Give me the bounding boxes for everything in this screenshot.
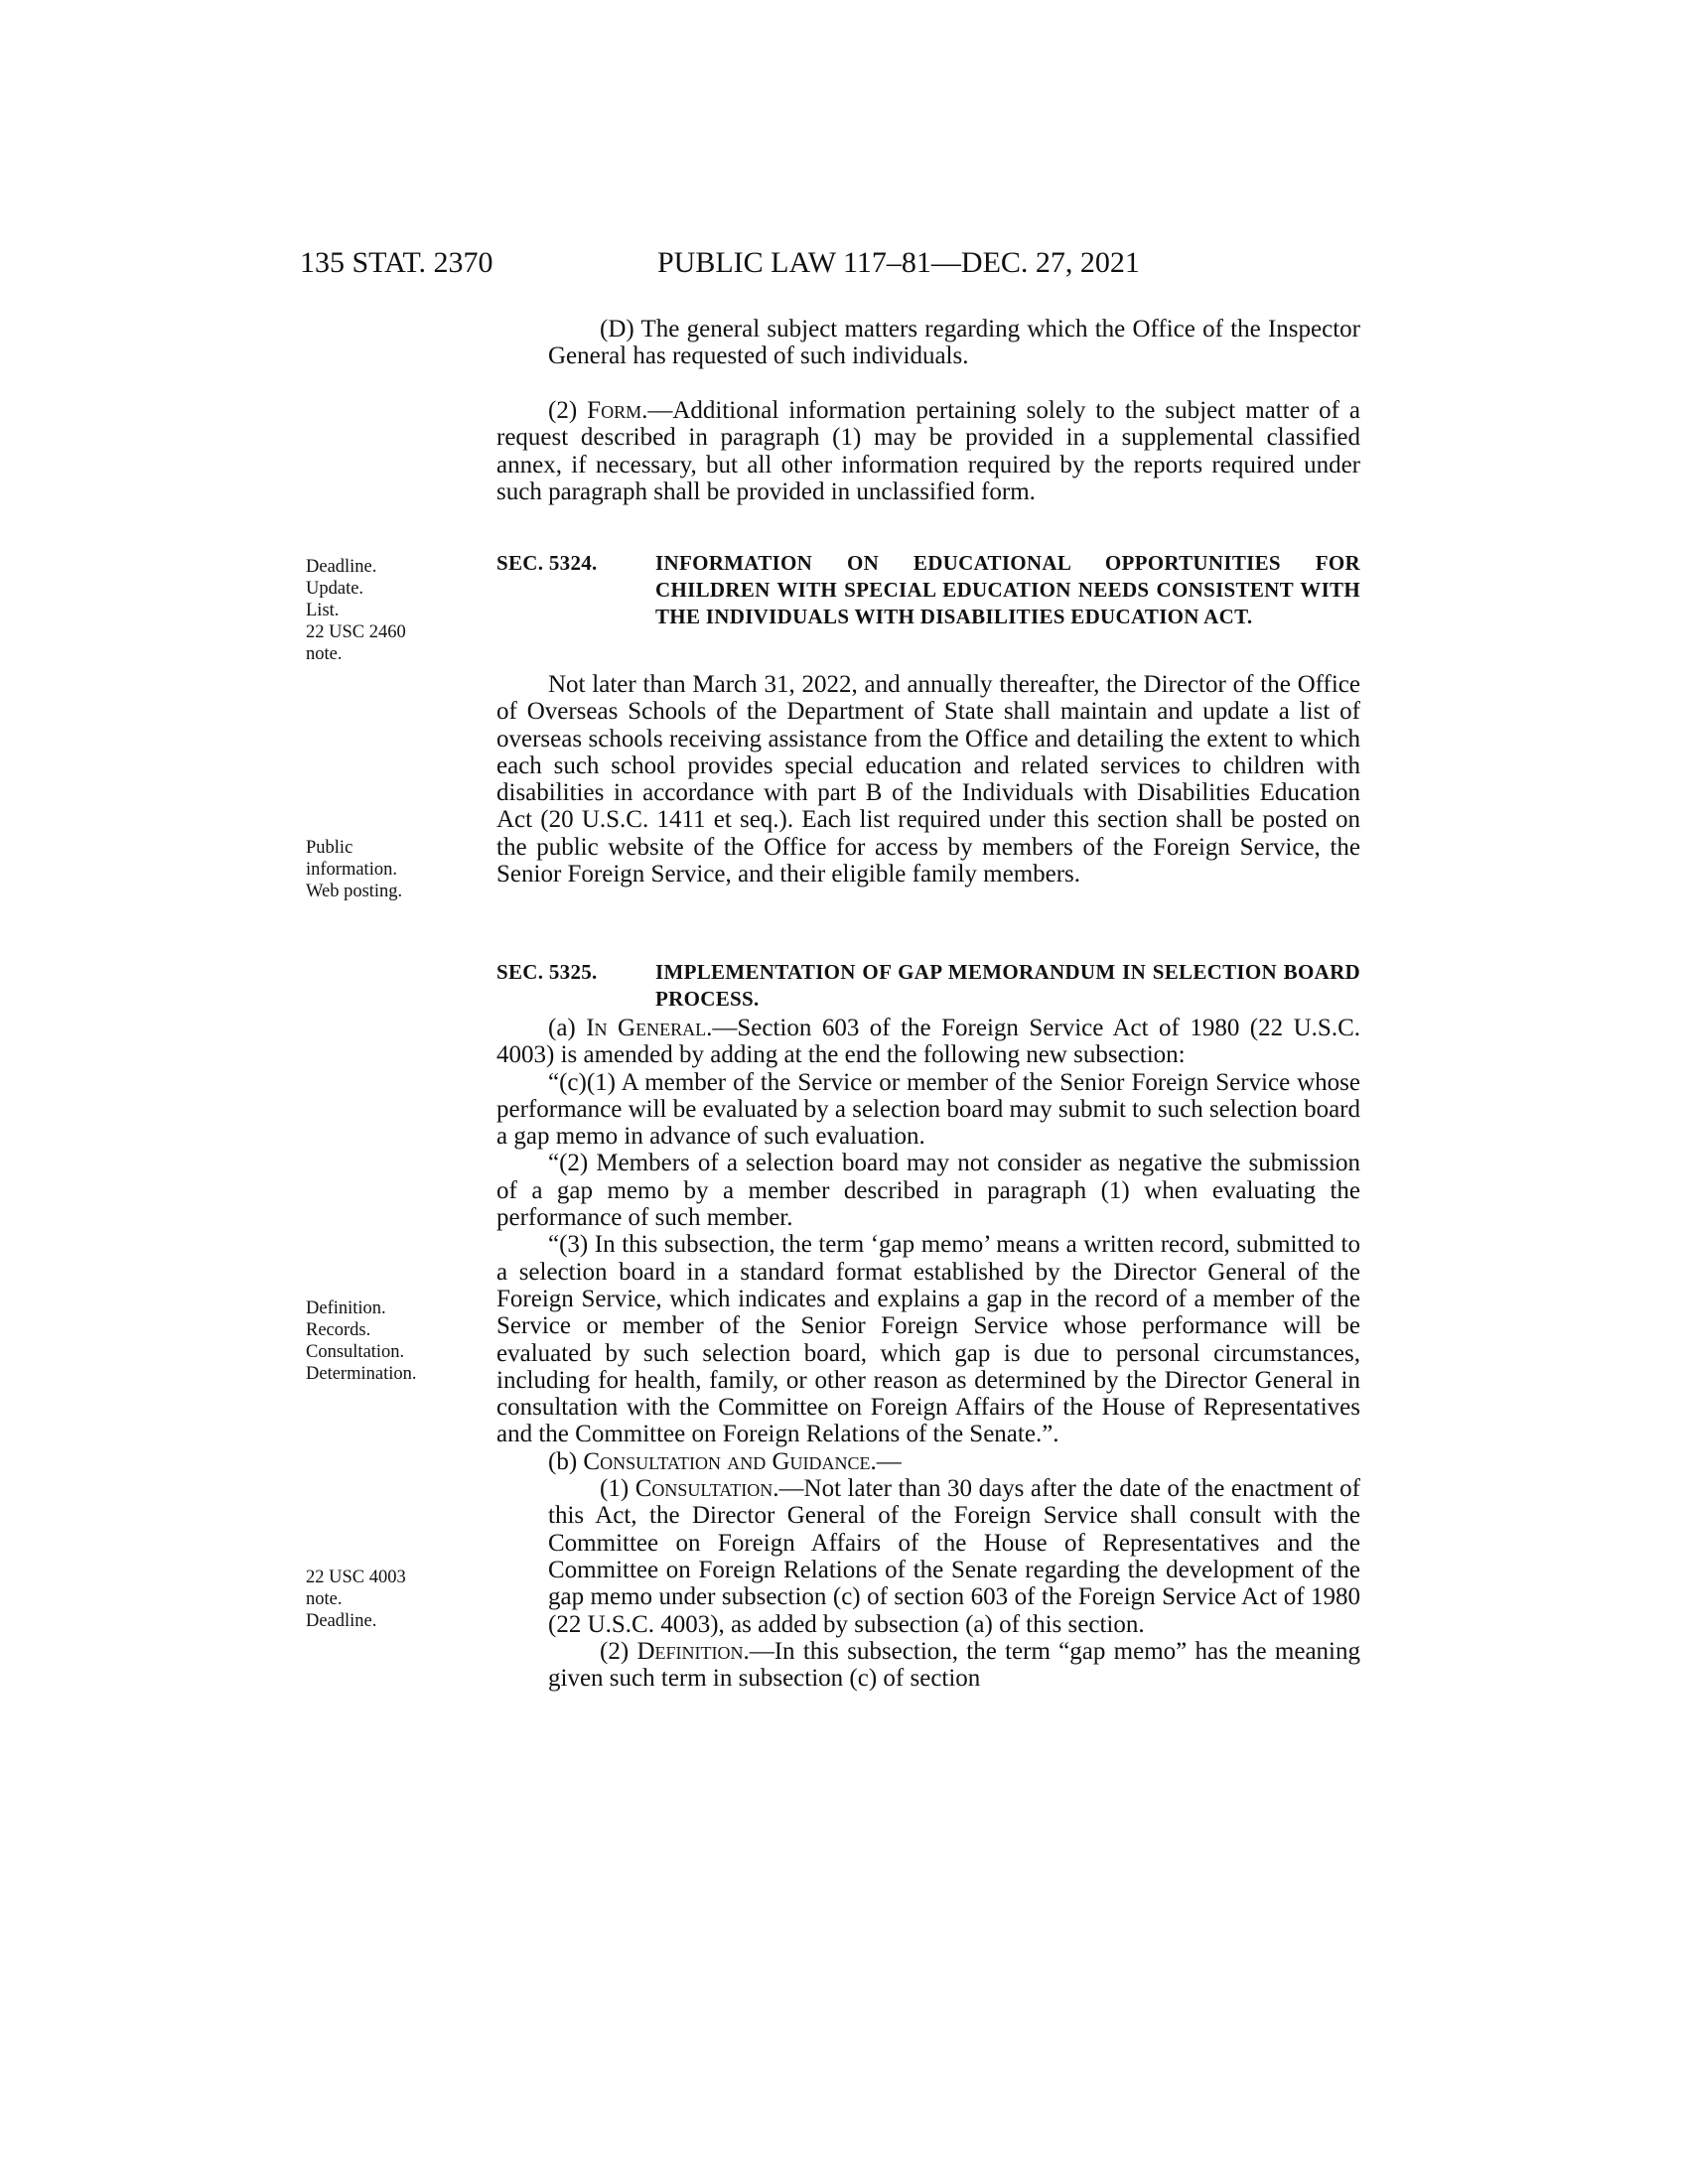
stat-page-number: 135 STAT. 2370 (300, 246, 493, 279)
margin-note-line: note. (306, 644, 343, 664)
form-paragraph-block (496, 397, 1360, 505)
paragraph-d: (D) The general subject matters regarding which the Office of the Inspector General has requested of such individuals. (548, 316, 1360, 370)
margin-note-line: note. (306, 1589, 343, 1609)
margin-note-line: Consultation. (306, 1342, 405, 1362)
paragraph-b2 (496, 1638, 1360, 1693)
margin-note-line: 22 USC 4003 (306, 1568, 406, 1587)
quoted-c2: “(2) Members of a selection board may not consider as negative the submission of a gap memo by a member described in paragraph (1) when evaluating the performance of such member. (496, 1150, 1360, 1232)
paragraph-b1-heading: Consultation (634, 1475, 774, 1503)
quoted-c3: “(3) In this subsection, the term ‘gap memo’ means a written record, submitted to a selection board in a standard format established by the Director General of the Foreign Service, which indicates and explains a gap in the record of a member of the Service or member of the Senior Foreign Service whose performance will be evaluated by such selection board, which gap is due to personal circumstances, including for health, family, or other reason as determined by the Director General in consultation with the Committee on Foreign Affairs of the House of Representatives and the Committee on Foreign Relations of the Senate.”. (496, 1231, 1360, 1448)
paragraph-d-block (496, 316, 1360, 370)
subsection-a (496, 1015, 1360, 1069)
section-5324-heading (496, 550, 1360, 630)
section-5324-heading-block (496, 550, 1360, 630)
subsection-a-text: .—Section 603 of the Foreign Service Act of 1980 (22 U.S.C. 4003) is amended by adding at the end the following new subsection: (496, 1015, 1361, 1069)
paragraph-b2-heading: Definition (636, 1637, 744, 1665)
margin-note-3 (306, 1297, 455, 1385)
subsection-b (496, 1448, 1360, 1475)
margin-note-line: Web posting. (306, 882, 403, 901)
form-paragraph (496, 397, 1360, 505)
paragraph-b2-text: .—In this subsection, the term “gap memo” has the meaning given such term in subsection (c) of section (548, 1637, 1361, 1693)
section-5325-body (496, 1015, 1360, 1692)
section-5325-heading-block (496, 959, 1360, 1013)
margin-note-line: Update. (306, 579, 364, 599)
subsection-b-heading: Consultation and Guidance (583, 1447, 871, 1475)
margin-note-line: 22 USC 2460 (306, 622, 406, 642)
form-heading: Form (587, 397, 642, 424)
paragraph-b1-number: (1) (600, 1475, 630, 1503)
section-title: IMPLEMENTATION OF GAP MEMORANDUM IN SELECTION BOARD PROCESS. (655, 960, 1360, 1011)
margin-note-line: Deadline. (306, 1611, 377, 1631)
subsection-b-suffix: .— (870, 1447, 902, 1475)
form-number: (2) (548, 397, 578, 424)
section-title: INFORMATION ON EDUCATIONAL OPPORTUNITIES FOR CHILDREN WITH SPECIAL EDUCATION NEEDS CONSISTENT WITH THE INDIVIDUALS WITH DISABILITIES EDUCATION ACT. (655, 551, 1360, 628)
section-5324-text: Not later than March 31, 2022, and annually thereafter, the Director of the Office of Overseas Schools of the Department of State shall maintain and update a list of overseas schools receiving assistance from the Office and detailing the extent to which each such school provides special education and related services to children with disabilities in accordance with part B of the Individuals with Disabilities Education Act (20 U.S.C. 1411 et seq.). Each list required under this section shall be posted on the public website of the Office for access by members of the Foreign Service, the Senior Foreign Service, and their eligible family members. (496, 671, 1360, 888)
section-number: SEC. 5325. (496, 960, 598, 984)
form-text: .—Additional information pertaining solely to the subject matter of a request described in paragraph (1) may be provided in a supplemental classified annex, if necessary, but all other information required by the reports required under such paragraph shall be provided in unclassified form. (496, 397, 1360, 505)
margin-note-line: Public (306, 838, 353, 858)
margin-note-line: Determination. (306, 1364, 417, 1384)
section-number: SEC. 5324. (496, 551, 598, 575)
subsection-a-heading: In General (586, 1015, 707, 1041)
paragraph-b1-text: .—Not later than 30 days after the date of the enactment of this Act, the Director General of the Foreign Service shall consult with the Committee on Foreign Affairs of the House of Representatives and the Committee on Foreign Relations of the Senate regarding the development of the gap memo under subsection (c) of section 603 of the Foreign Service Act of 1980 (22 U.S.C. 4003), as added by subsection (a) of this section. (548, 1475, 1360, 1638)
margin-note-1 (306, 556, 455, 665)
public-law-title: PUBLIC LAW 117–81—DEC. 27, 2021 (657, 246, 1140, 279)
paragraph-b2-number: (2) (600, 1637, 630, 1665)
paragraph-b1 (496, 1475, 1360, 1638)
page-header (300, 246, 1352, 286)
margin-note-line: Definition. (306, 1298, 386, 1318)
margin-note-2 (306, 837, 455, 902)
margin-note-4 (306, 1567, 455, 1632)
margin-note-line: information. (306, 860, 397, 880)
subsection-a-number: (a) (548, 1015, 576, 1041)
section-5325-heading (496, 959, 1360, 1013)
quoted-c1: “(c)(1) A member of the Service or member of the Senior Foreign Service whose performance will be evaluated by a selection board may submit to such selection board a gap memo in advance of such evaluation. (496, 1068, 1360, 1151)
subsection-b-number: (b) (548, 1447, 578, 1475)
margin-note-line: List. (306, 601, 340, 620)
margin-note-line: Records. (306, 1320, 371, 1340)
section-5324-text-block (496, 671, 1360, 887)
margin-note-line: Deadline. (306, 557, 377, 577)
